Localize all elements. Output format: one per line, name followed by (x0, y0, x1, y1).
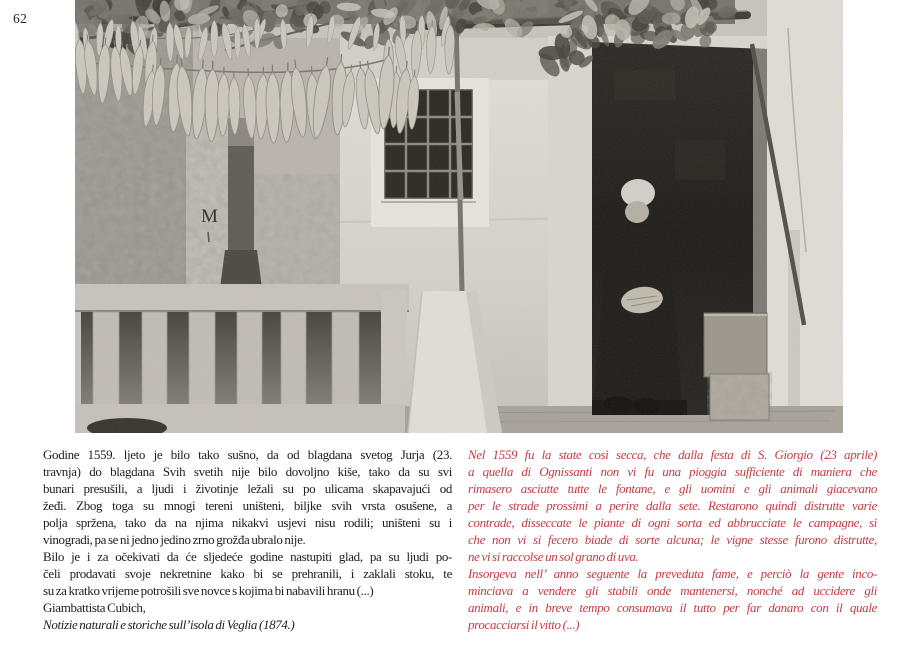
text-line: su za kratko vrijeme potrošili sve novce s kojima bi nabavili hranu (...) (43, 583, 374, 598)
text-line: animali, e in breve tempo consumava il tutto per far danaro con il quale (468, 600, 877, 615)
italian-quote-column (468, 446, 877, 633)
text-line: čeli prodavati svoje nekretnine kako bi se prehranili, i zaklali stoku, te (43, 566, 452, 581)
text-line: vinogradi, pa se ni jedno jedino zrno grožđa ubralo nije. (43, 532, 306, 547)
text-line: Bilo je i za očekivati da će sljedeće godine nastupiti glad, pa su ljudi po- (43, 549, 452, 564)
text-line: a quella di Ognissanti non vi fu una pioggia sufficiente di maniera che (468, 464, 877, 479)
text-line: rimasero asciutte tutte le fontane, e gli uomini e gli animali giacevano (468, 481, 877, 496)
attribution (43, 599, 452, 633)
text-line: ne vi si raccolse un sol grano di uva. (468, 549, 639, 564)
text-line: che non vi si fecero biade di sorte alcuna; le vigne stesse furono distrutte, (468, 532, 877, 547)
photo-illustration (75, 0, 843, 433)
photo-grain (75, 0, 843, 433)
attribution-work: Notizie naturali e storiche sull’isola di Veglia (1874.) (43, 617, 295, 632)
text-line: Insorgeva nell’ anno seguente la preveduta fame, e perciò la gente inco- (468, 566, 877, 581)
text-line: bunari presušili, a ljudi i životinje ležali su po ulicama skapavajući od (43, 481, 452, 496)
text-line: contrade, disseccate le piante di ogni sorta ed abbrucciate le campagne, sì (468, 515, 877, 530)
text-line: per le strade prossimi a perire dalla sete. Restarono quindi distrutte varie (468, 498, 877, 513)
text-line: minciava a vendere gli stabili onde mantenersi, nonché ad uccidere gli (468, 583, 877, 598)
attribution-author: Giambattista Cubich, (43, 600, 146, 615)
page-number: 62 (13, 11, 28, 26)
croatian-text-column (43, 446, 452, 633)
text-line: žeđi. Zbog toga su mnogi tereni uništeni, biljke svih vrsta osušene, a (43, 498, 452, 513)
photograph (75, 0, 843, 433)
text-line: Nel 1559 fu la state così secca, che dalla festa di S. Giorgio (23 aprile) (468, 447, 877, 462)
text-line: procacciarsi il vitto (...) (468, 617, 580, 632)
text-line: polja spržena, tako da na njima nikakvi usjevi nisu rodili; uništeni su i (43, 515, 452, 530)
text-line: Godine 1559. ljeto je bilo tako sušno, da od blagdana svetog Jurja (23. (43, 447, 452, 462)
text-line: travnja) do blagdana Svih svetih nije bilo dovoljno kiše, tako da su svi (43, 464, 452, 479)
text-columns (43, 446, 877, 633)
